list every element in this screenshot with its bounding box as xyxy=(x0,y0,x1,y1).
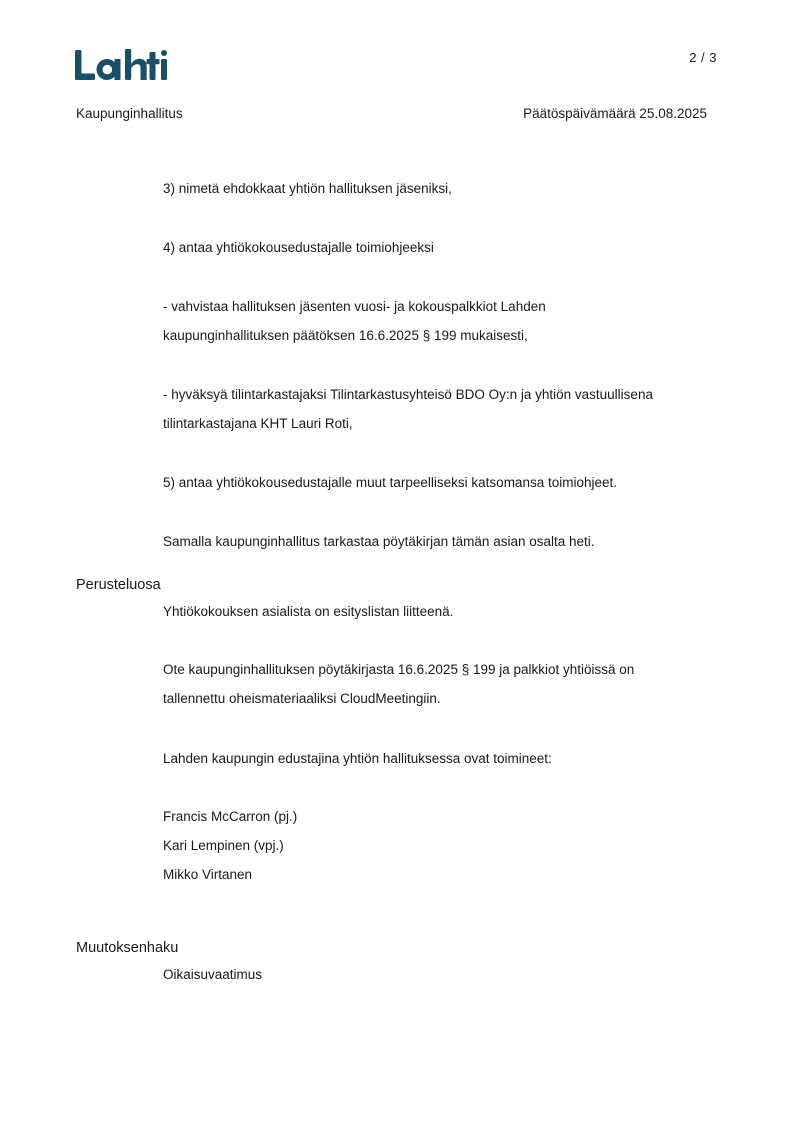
board-member: Mikko Virtanen xyxy=(163,867,253,882)
decision-point-4: 4) antaa yhtiökokousedustajalle toimiohjeeksi xyxy=(163,240,434,255)
board-member: Kari Lempinen (vpj.) xyxy=(163,838,284,853)
perusteluosa-representatives-intro: Lahden kaupungin edustajina yhtiön hallituksessa ovat toimineet: xyxy=(163,751,552,766)
perusteluosa-agenda: Yhtiökokouksen asialista on esityslistan liitteenä. xyxy=(163,604,454,619)
lahti-logo-icon xyxy=(75,46,167,82)
section-heading-muutoksenhaku: Muutoksenhaku xyxy=(76,940,179,956)
perusteluosa-excerpt-line2: tallennettu oheismateriaaliksi CloudMeetingiin. xyxy=(163,691,441,706)
instruction-fees-line1: - vahvistaa hallituksen jäsenten vuosi- ja kokouspalkkiot Lahden xyxy=(163,299,546,314)
decision-point-3: 3) nimetä ehdokkaat yhtiön hallituksen jäseniksi, xyxy=(163,181,452,196)
decision-date: Päätöspäivämäärä 25.08.2025 xyxy=(523,106,707,121)
instruction-auditor-line2: tilintarkastajana KHT Lauri Roti, xyxy=(163,416,353,431)
page-number: 2 / 3 xyxy=(689,50,717,65)
perusteluosa-excerpt-line1: Ote kaupunginhallituksen pöytäkirjasta 16.6.2025 § 199 ja palkkiot yhtiöissä on xyxy=(163,662,635,677)
board-member: Francis McCarron (pj.) xyxy=(163,809,298,824)
instruction-auditor-line1: - hyväksyä tilintarkastajaksi Tilintarkastusyhteisö BDO Oy:n ja yhtiön vastuullisena xyxy=(163,387,653,402)
closing-statement: Samalla kaupunginhallitus tarkastaa pöytäkirjan tämän asian osalta heti. xyxy=(163,534,595,549)
appeal-type: Oikaisuvaatimus xyxy=(163,967,263,982)
decision-point-5: 5) antaa yhtiökokousedustajalle muut tarpeelliseksi katsomansa toimiohjeet. xyxy=(163,475,617,490)
section-heading-perusteluosa: Perusteluosa xyxy=(76,577,161,593)
instruction-fees-line2: kaupunginhallituksen päätöksen 16.6.2025 § 199 mukaisesti, xyxy=(163,328,528,343)
body-name: Kaupunginhallitus xyxy=(76,106,183,121)
document-header xyxy=(76,106,707,121)
lahti-logo xyxy=(75,46,167,82)
